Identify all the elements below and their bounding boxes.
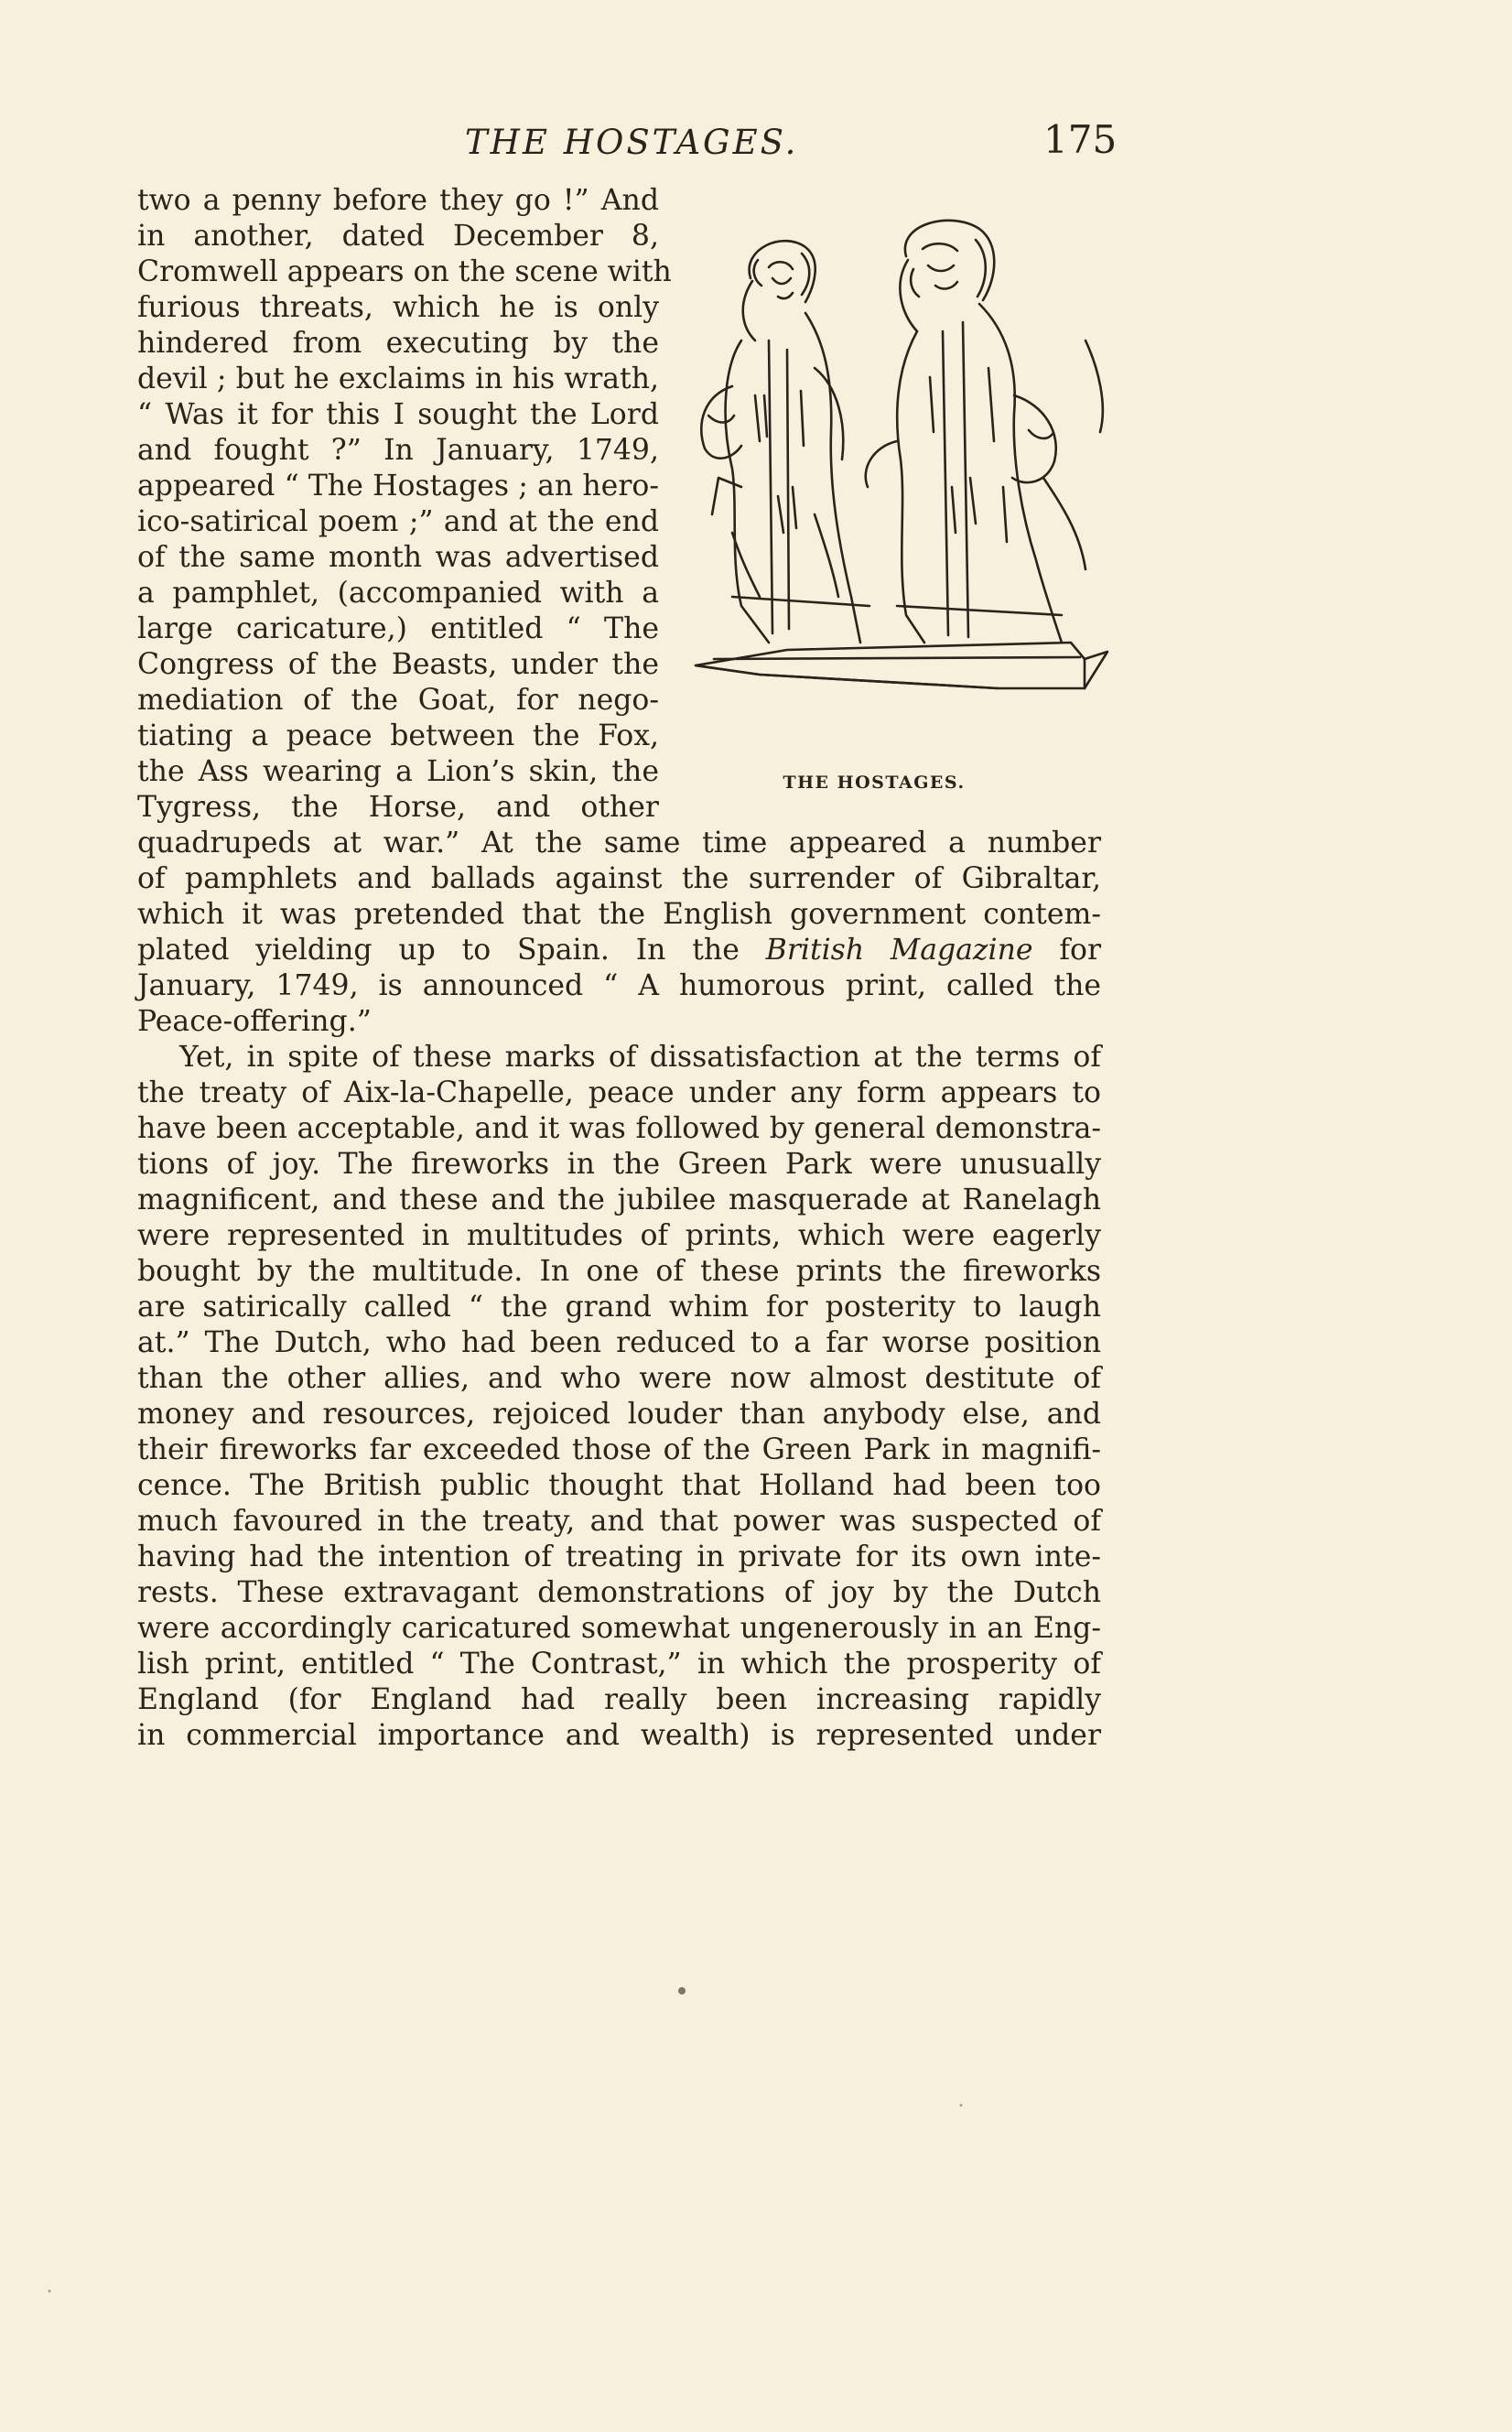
- text-line: tiating a peace between the Fox,: [137, 719, 659, 752]
- text-line: hindered from executing by the: [137, 327, 659, 360]
- text-line: their fireworks far exceeded those of the Green Park in magnifi-: [137, 1433, 1101, 1466]
- text-line: furious threats, which he is only: [137, 291, 659, 324]
- text-line: which it was pretended that the English government contem-: [137, 898, 1101, 931]
- text-line: quadrupeds at war.” At the same time appeared a number: [137, 827, 1101, 859]
- text-line: a pamphlet, (accompanied with a: [137, 577, 659, 610]
- text-line: mediation of the Goat, for nego-: [137, 684, 659, 717]
- text-line: are satirically called “ the grand whim for posterity to laugh: [137, 1291, 1101, 1324]
- text-line: bought by the multitude. In one of these prints the fireworks: [137, 1255, 1101, 1288]
- text-line: were represented in multitudes of prints, which were eagerly: [137, 1219, 1101, 1252]
- text-line: appeared “ The Hostages ; an hero-: [137, 470, 659, 503]
- text-line: tions of joy. The fireworks in the Green Park were unusually: [137, 1148, 1101, 1181]
- text-line: the treaty of Aix-la-Chapelle, peace under any form appears to: [137, 1076, 1101, 1109]
- hostages-engraving-icon: [677, 212, 1117, 752]
- text-line: two a penny before they go !” And: [137, 184, 659, 217]
- text-line: were accordingly caricatured somewhat ungenerously in an Eng-: [137, 1612, 1101, 1645]
- text-line: in commercial importance and wealth) is represented under: [137, 1719, 1101, 1752]
- text-line: of pamphlets and ballads against the surrender of Gibraltar,: [137, 862, 1101, 895]
- text-line: lish print, entitled “ The Contrast,” in which the prosperity of: [137, 1648, 1101, 1681]
- text-line: of the same month was advertised: [137, 541, 659, 574]
- text-line: having had the intention of treating in private for its own inte-: [137, 1540, 1101, 1573]
- text-line: ico-satirical poem ;” and at the end: [137, 505, 659, 538]
- text-line: Cromwell appears on the scene with: [137, 255, 672, 288]
- text-line: have been acceptable, and it was followed by general demonstra-: [137, 1112, 1101, 1145]
- text-line: January, 1749, is announced “ A humorous print, called the: [137, 969, 1101, 1002]
- text-line: magnificent, and these and the jubilee masquerade at Ranelagh: [137, 1184, 1101, 1216]
- text-line: at.” The Dutch, who had been reduced to a far worse position: [137, 1326, 1101, 1359]
- text-segment: plated yielding up to Spain. In the: [137, 934, 740, 967]
- text-line: Tygress, the Horse, and other: [137, 791, 659, 824]
- text-line: Congress of the Beasts, under the: [137, 648, 659, 681]
- text-line: Yet, in spite of these marks of dissatisfaction at the terms of: [179, 1041, 1101, 1074]
- text-line: England (for England had really been increasing rapidly: [137, 1683, 1101, 1716]
- text-line-with-italic: [137, 933, 1101, 968]
- text-line: cence. The British public thought that Holland had been too: [137, 1469, 1101, 1502]
- running-head: [137, 117, 1118, 172]
- text-line: much favoured in the treaty, and that power was suspected of: [137, 1505, 1101, 1538]
- text-line: rests. These extravagant demonstrations of joy by the Dutch: [137, 1576, 1101, 1609]
- text-line: Peace-offering.”: [137, 1005, 372, 1038]
- text-line: the Ass wearing a Lion’s skin, the: [137, 755, 659, 788]
- running-title: THE HOSTAGES.: [465, 123, 799, 162]
- text-line: and fought ?” In January, 1749,: [137, 434, 659, 467]
- text-line: “ Was it for this I sought the Lord: [137, 398, 659, 431]
- page-number: 175: [1043, 117, 1118, 162]
- text-segment: for: [1059, 934, 1102, 967]
- text-line: money and resources, rejoiced louder than anybody else, and: [137, 1398, 1101, 1431]
- text-line: devil ; but he exclaims in his wrath,: [137, 362, 659, 395]
- figure-caption: THE HOSTAGES.: [783, 773, 966, 793]
- text-line: than the other allies, and who were now almost destitute of: [137, 1362, 1101, 1395]
- text-line: in another, dated December 8,: [137, 220, 659, 253]
- text-line: large caricature,) entitled “ The: [137, 612, 659, 645]
- italic-title: British Magazine: [765, 934, 1033, 967]
